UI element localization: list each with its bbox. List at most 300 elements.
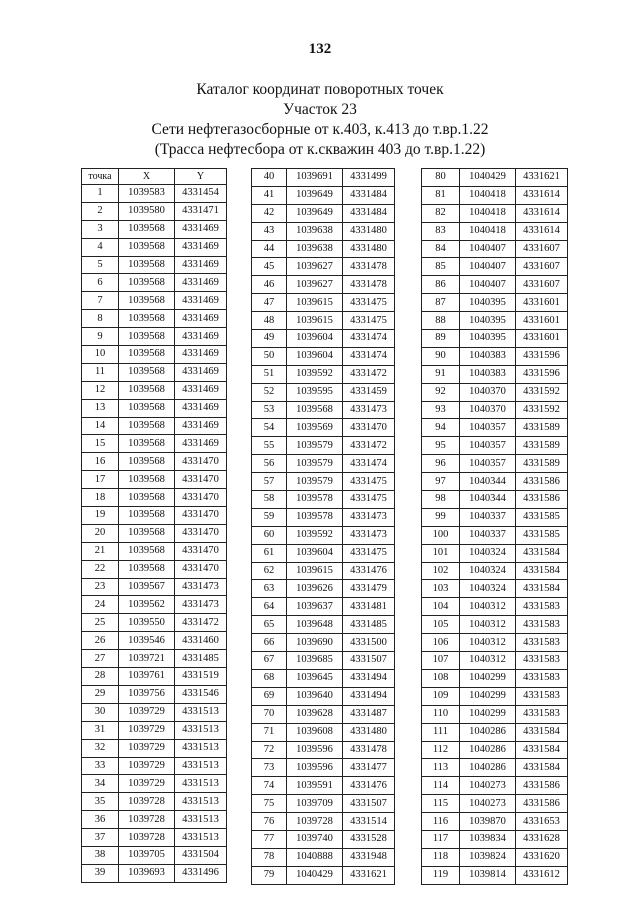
x-coordinate-cell: 1040357: [460, 419, 516, 437]
table-row: [422, 687, 568, 705]
table-row: [252, 669, 395, 687]
x-coordinate-cell: 1040383: [460, 365, 516, 383]
table-row: [252, 687, 395, 705]
point-number-cell: 115: [422, 795, 460, 813]
point-number-cell: 82: [422, 204, 460, 222]
x-coordinate-cell: 1040395: [460, 294, 516, 312]
x-coordinate-cell: 1040407: [460, 240, 516, 258]
y-coordinate-cell: 4331601: [516, 312, 568, 330]
x-coordinate-cell: 1039756: [119, 685, 175, 703]
table-row: [252, 222, 395, 240]
y-coordinate-cell: 4331469: [175, 417, 227, 435]
point-number-cell: 47: [252, 294, 287, 312]
y-coordinate-cell: 4331470: [175, 560, 227, 578]
y-coordinate-cell: 4331485: [343, 616, 395, 634]
x-coordinate-cell: 1040383: [460, 347, 516, 365]
y-coordinate-cell: 4331589: [516, 419, 568, 437]
x-coordinate-cell: 1039579: [287, 437, 343, 455]
point-number-cell: 17: [82, 471, 119, 489]
table-row: [422, 777, 568, 795]
point-number-cell: 100: [422, 526, 460, 544]
x-coordinate-cell: 1040273: [460, 777, 516, 795]
y-coordinate-cell: 4331628: [516, 830, 568, 848]
table-row: [422, 204, 568, 222]
y-coordinate-cell: 4331607: [516, 240, 568, 258]
table-row: [422, 437, 568, 455]
point-number-cell: 87: [422, 294, 460, 312]
table-row: [422, 741, 568, 759]
y-coordinate-cell: 4331480: [343, 222, 395, 240]
y-coordinate-cell: 4331583: [516, 705, 568, 723]
y-coordinate-cell: 4331470: [175, 489, 227, 507]
table-row: [252, 830, 395, 848]
y-coordinate-cell: 4331586: [516, 795, 568, 813]
table-row: [252, 419, 395, 437]
table-row: [422, 222, 568, 240]
y-coordinate-cell: 4331472: [343, 437, 395, 455]
point-number-cell: 56: [252, 455, 287, 473]
point-number-cell: 79: [252, 866, 287, 884]
x-coordinate-cell: 1040407: [460, 258, 516, 276]
point-number-cell: 6: [82, 274, 119, 292]
y-coordinate-cell: 4331469: [175, 238, 227, 256]
y-coordinate-cell: 4331614: [516, 186, 568, 204]
x-coordinate-cell: 1039814: [460, 866, 516, 884]
table-row: [422, 598, 568, 616]
x-coordinate-cell: 1040324: [460, 580, 516, 598]
y-coordinate-cell: 4331474: [343, 347, 395, 365]
y-coordinate-cell: 4331473: [175, 578, 227, 596]
table-row: [252, 580, 395, 598]
page-number: 132: [308, 41, 332, 57]
point-number-cell: 106: [422, 634, 460, 652]
x-coordinate-cell: 1039568: [119, 489, 175, 507]
header-x: X: [119, 169, 175, 185]
table-row: [252, 401, 395, 419]
y-coordinate-cell: 4331621: [343, 866, 395, 884]
x-coordinate-cell: 1039568: [119, 328, 175, 346]
point-number-cell: 16: [82, 453, 119, 471]
x-coordinate-cell: 1039568: [119, 507, 175, 525]
table-row: [82, 202, 227, 220]
x-coordinate-cell: 1039569: [287, 419, 343, 437]
point-number-cell: 83: [422, 222, 460, 240]
table-row: [422, 240, 568, 258]
point-number-cell: 25: [82, 614, 119, 632]
point-number-cell: 20: [82, 524, 119, 542]
x-coordinate-cell: 1040312: [460, 634, 516, 652]
table-row: [422, 580, 568, 598]
table-row: [422, 312, 568, 330]
x-coordinate-cell: 1039870: [460, 813, 516, 831]
point-number-cell: 54: [252, 419, 287, 437]
point-number-cell: 97: [422, 473, 460, 491]
table-row: [252, 723, 395, 741]
y-coordinate-cell: 4331459: [343, 383, 395, 401]
point-number-cell: 34: [82, 775, 119, 793]
x-coordinate-cell: 1039728: [119, 793, 175, 811]
point-number-cell: 117: [422, 830, 460, 848]
x-coordinate-cell: 1039568: [119, 292, 175, 310]
y-coordinate-cell: 4331513: [175, 811, 227, 829]
table-row: [82, 578, 227, 596]
x-coordinate-cell: 1040286: [460, 741, 516, 759]
y-coordinate-cell: 4331474: [343, 330, 395, 348]
point-number-cell: 71: [252, 723, 287, 741]
x-coordinate-cell: 1039567: [119, 578, 175, 596]
table-row: [252, 294, 395, 312]
x-coordinate-cell: 1039705: [119, 846, 175, 864]
x-coordinate-cell: 1039728: [119, 829, 175, 847]
table-row: [422, 508, 568, 526]
table-row: [82, 220, 227, 238]
x-coordinate-cell: 1039685: [287, 652, 343, 670]
table-row: [252, 795, 395, 813]
x-coordinate-cell: 1039578: [287, 491, 343, 509]
y-coordinate-cell: 4331586: [516, 777, 568, 795]
point-number-cell: 43: [252, 222, 287, 240]
point-number-cell: 98: [422, 491, 460, 509]
point-number-cell: 26: [82, 632, 119, 650]
catalog-heading: [0, 80, 640, 160]
table-row: [252, 258, 395, 276]
table-row: [422, 276, 568, 294]
table-row: [82, 846, 227, 864]
x-coordinate-cell: 1039596: [287, 741, 343, 759]
y-coordinate-cell: 4331513: [175, 829, 227, 847]
table-row: [252, 777, 395, 795]
x-coordinate-cell: 1039729: [119, 703, 175, 721]
point-number-cell: 23: [82, 578, 119, 596]
table-row: [422, 813, 568, 831]
point-number-cell: 105: [422, 616, 460, 634]
x-coordinate-cell: 1039604: [287, 347, 343, 365]
y-coordinate-cell: 4331494: [343, 669, 395, 687]
point-number-cell: 21: [82, 542, 119, 560]
table-row: [82, 363, 227, 381]
y-coordinate-cell: 4331583: [516, 687, 568, 705]
y-coordinate-cell: 4331586: [516, 491, 568, 509]
y-coordinate-cell: 4331513: [175, 775, 227, 793]
table-row: [252, 813, 395, 831]
y-coordinate-cell: 4331475: [343, 491, 395, 509]
point-number-cell: 14: [82, 417, 119, 435]
point-number-cell: 95: [422, 437, 460, 455]
table-row: [422, 473, 568, 491]
x-coordinate-cell: 1040273: [460, 795, 516, 813]
table-row: [82, 864, 227, 882]
point-number-cell: 92: [422, 383, 460, 401]
y-coordinate-cell: 4331480: [343, 723, 395, 741]
point-number-cell: 111: [422, 723, 460, 741]
x-coordinate-cell: 1039615: [287, 312, 343, 330]
point-number-cell: 88: [422, 312, 460, 330]
y-coordinate-cell: 4331470: [175, 524, 227, 542]
table-row: [252, 240, 395, 258]
table-row: [82, 471, 227, 489]
point-number-cell: 66: [252, 634, 287, 652]
point-number-cell: 51: [252, 365, 287, 383]
point-number-cell: 44: [252, 240, 287, 258]
y-coordinate-cell: 4331473: [343, 508, 395, 526]
y-coordinate-cell: 4331546: [175, 685, 227, 703]
y-coordinate-cell: 4331484: [343, 186, 395, 204]
point-number-cell: 60: [252, 526, 287, 544]
point-number-cell: 24: [82, 596, 119, 614]
point-number-cell: 62: [252, 562, 287, 580]
y-coordinate-cell: 4331480: [343, 240, 395, 258]
coordinates-table-1: [81, 168, 227, 883]
table-row: [252, 544, 395, 562]
x-coordinate-cell: 1040299: [460, 705, 516, 723]
y-coordinate-cell: 4331507: [343, 652, 395, 670]
point-number-cell: 35: [82, 793, 119, 811]
x-coordinate-cell: 1040337: [460, 526, 516, 544]
point-number-cell: 15: [82, 435, 119, 453]
x-coordinate-cell: 1039568: [119, 453, 175, 471]
point-number-cell: 52: [252, 383, 287, 401]
y-coordinate-cell: 4331472: [175, 614, 227, 632]
x-coordinate-cell: 1039729: [119, 739, 175, 757]
x-coordinate-cell: 1039824: [460, 848, 516, 866]
point-number-cell: 48: [252, 312, 287, 330]
point-number-cell: 108: [422, 669, 460, 687]
x-coordinate-cell: 1039640: [287, 687, 343, 705]
table-row: [422, 491, 568, 509]
y-coordinate-cell: 4331469: [175, 220, 227, 238]
table-row: [252, 634, 395, 652]
table-row: [252, 204, 395, 222]
y-coordinate-cell: 4331513: [175, 793, 227, 811]
header-point: точка: [82, 169, 119, 185]
x-coordinate-cell: 1039834: [460, 830, 516, 848]
x-coordinate-cell: 1040418: [460, 186, 516, 204]
point-number-cell: 2: [82, 202, 119, 220]
table-row: [82, 489, 227, 507]
point-number-cell: 58: [252, 491, 287, 509]
y-coordinate-cell: 4331494: [343, 687, 395, 705]
table-row: [82, 829, 227, 847]
y-coordinate-cell: 4331514: [343, 813, 395, 831]
x-coordinate-cell: 1039691: [287, 169, 343, 187]
point-number-cell: 67: [252, 652, 287, 670]
y-coordinate-cell: 4331614: [516, 204, 568, 222]
x-coordinate-cell: 1039721: [119, 650, 175, 668]
y-coordinate-cell: 4331519: [175, 668, 227, 686]
x-coordinate-cell: 1039568: [119, 256, 175, 274]
x-coordinate-cell: 1039628: [287, 705, 343, 723]
y-coordinate-cell: 4331653: [516, 813, 568, 831]
heading-route: (Трасса нефтесбора от к.скважин 403 до т.вр.1.22): [154, 141, 486, 158]
y-coordinate-cell: 4331484: [343, 204, 395, 222]
table-row: [422, 652, 568, 670]
y-coordinate-cell: 4331469: [175, 310, 227, 328]
x-coordinate-cell: 1039637: [287, 598, 343, 616]
x-coordinate-cell: 1039608: [287, 723, 343, 741]
table-row: [252, 169, 395, 187]
y-coordinate-cell: 4331584: [516, 741, 568, 759]
y-coordinate-cell: 4331475: [343, 544, 395, 562]
x-coordinate-cell: 1039568: [119, 471, 175, 489]
table-row: [422, 544, 568, 562]
table-row: [82, 292, 227, 310]
x-coordinate-cell: 1039709: [287, 795, 343, 813]
x-coordinate-cell: 1039728: [287, 813, 343, 831]
table-row: [82, 417, 227, 435]
table-row: [82, 685, 227, 703]
y-coordinate-cell: 4331474: [343, 455, 395, 473]
x-coordinate-cell: 1039568: [119, 417, 175, 435]
table-row: [82, 524, 227, 542]
y-coordinate-cell: 4331469: [175, 256, 227, 274]
x-coordinate-cell: 1039568: [119, 524, 175, 542]
y-coordinate-cell: 4331528: [343, 830, 395, 848]
y-coordinate-cell: 4331487: [343, 705, 395, 723]
table-row: [422, 401, 568, 419]
table-row: [422, 330, 568, 348]
x-coordinate-cell: 1039591: [287, 777, 343, 795]
x-coordinate-cell: 1039579: [287, 473, 343, 491]
x-coordinate-cell: 1040312: [460, 616, 516, 634]
table-row: [252, 347, 395, 365]
point-number-cell: 101: [422, 544, 460, 562]
y-coordinate-cell: 4331471: [175, 202, 227, 220]
table-row: [252, 866, 395, 884]
x-coordinate-cell: 1039595: [287, 383, 343, 401]
point-number-cell: 19: [82, 507, 119, 525]
y-coordinate-cell: 4331583: [516, 669, 568, 687]
point-number-cell: 45: [252, 258, 287, 276]
table-row: [252, 598, 395, 616]
y-coordinate-cell: 4331513: [175, 703, 227, 721]
table-row: [252, 705, 395, 723]
table-row: [252, 330, 395, 348]
point-number-cell: 80: [422, 169, 460, 187]
table-row: [252, 312, 395, 330]
x-coordinate-cell: 1040370: [460, 383, 516, 401]
point-number-cell: 27: [82, 650, 119, 668]
point-number-cell: 3: [82, 220, 119, 238]
point-number-cell: 109: [422, 687, 460, 705]
table-row: [252, 616, 395, 634]
table-row: [252, 473, 395, 491]
point-number-cell: 110: [422, 705, 460, 723]
table-row: [422, 455, 568, 473]
table-row: [252, 491, 395, 509]
point-number-cell: 13: [82, 399, 119, 417]
x-coordinate-cell: 1040312: [460, 598, 516, 616]
point-number-cell: 32: [82, 739, 119, 757]
x-coordinate-cell: 1039740: [287, 830, 343, 848]
x-coordinate-cell: 1039568: [119, 542, 175, 560]
y-coordinate-cell: 4331469: [175, 399, 227, 417]
table-row: [422, 347, 568, 365]
point-number-cell: 31: [82, 721, 119, 739]
point-number-cell: 102: [422, 562, 460, 580]
table-row: [82, 739, 227, 757]
point-number-cell: 118: [422, 848, 460, 866]
point-number-cell: 99: [422, 508, 460, 526]
y-coordinate-cell: 4331473: [343, 526, 395, 544]
point-number-cell: 5: [82, 256, 119, 274]
y-coordinate-cell: 4331496: [175, 864, 227, 882]
x-coordinate-cell: 1039579: [287, 455, 343, 473]
x-coordinate-cell: 1039578: [287, 508, 343, 526]
table-row: [82, 596, 227, 614]
x-coordinate-cell: 1040429: [460, 169, 516, 187]
y-coordinate-cell: 4331513: [175, 757, 227, 775]
point-number-cell: 113: [422, 759, 460, 777]
x-coordinate-cell: 1039627: [287, 258, 343, 276]
point-number-cell: 104: [422, 598, 460, 616]
point-number-cell: 65: [252, 616, 287, 634]
point-number-cell: 75: [252, 795, 287, 813]
point-number-cell: 112: [422, 741, 460, 759]
heading-title: Каталог координат поворотных точек: [196, 81, 444, 98]
point-number-cell: 91: [422, 365, 460, 383]
y-coordinate-cell: 4331478: [343, 258, 395, 276]
point-number-cell: 90: [422, 347, 460, 365]
y-coordinate-cell: 4331472: [343, 365, 395, 383]
table-row: [82, 346, 227, 364]
heading-network: Сети нефтегазосборные от к.403, к.413 до т.вр.1.22: [151, 121, 489, 138]
point-number-cell: 116: [422, 813, 460, 831]
y-coordinate-cell: 4331583: [516, 616, 568, 634]
x-coordinate-cell: 1039568: [119, 560, 175, 578]
point-number-cell: 72: [252, 741, 287, 759]
y-coordinate-cell: 4331585: [516, 526, 568, 544]
point-number-cell: 7: [82, 292, 119, 310]
table-row: [252, 455, 395, 473]
x-coordinate-cell: 1040395: [460, 312, 516, 330]
table-row: [422, 759, 568, 777]
x-coordinate-cell: 1039568: [119, 274, 175, 292]
table-row: [252, 652, 395, 670]
point-number-cell: 76: [252, 813, 287, 831]
y-coordinate-cell: 4331473: [175, 596, 227, 614]
y-coordinate-cell: 4331586: [516, 473, 568, 491]
point-number-cell: 89: [422, 330, 460, 348]
y-coordinate-cell: 4331479: [343, 580, 395, 598]
x-coordinate-cell: 1039568: [119, 346, 175, 364]
y-coordinate-cell: 4331584: [516, 580, 568, 598]
y-coordinate-cell: 4331584: [516, 544, 568, 562]
y-coordinate-cell: 4331470: [175, 453, 227, 471]
x-coordinate-cell: 1040395: [460, 330, 516, 348]
x-coordinate-cell: 1040299: [460, 669, 516, 687]
table-row: [252, 383, 395, 401]
point-number-cell: 74: [252, 777, 287, 795]
x-coordinate-cell: 1039638: [287, 240, 343, 258]
x-coordinate-cell: 1039592: [287, 365, 343, 383]
y-coordinate-cell: 4331596: [516, 347, 568, 365]
table-row: [422, 616, 568, 634]
x-coordinate-cell: 1039761: [119, 668, 175, 686]
x-coordinate-cell: 1040370: [460, 401, 516, 419]
y-coordinate-cell: 4331504: [175, 846, 227, 864]
point-number-cell: 73: [252, 759, 287, 777]
x-coordinate-cell: 1039690: [287, 634, 343, 652]
table-row: [252, 365, 395, 383]
y-coordinate-cell: 4331583: [516, 598, 568, 616]
y-coordinate-cell: 4331478: [343, 276, 395, 294]
y-coordinate-cell: 4331592: [516, 401, 568, 419]
point-number-cell: 69: [252, 687, 287, 705]
header-y: Y: [175, 169, 227, 185]
y-coordinate-cell: 4331601: [516, 294, 568, 312]
point-number-cell: 4: [82, 238, 119, 256]
table-row: [422, 795, 568, 813]
